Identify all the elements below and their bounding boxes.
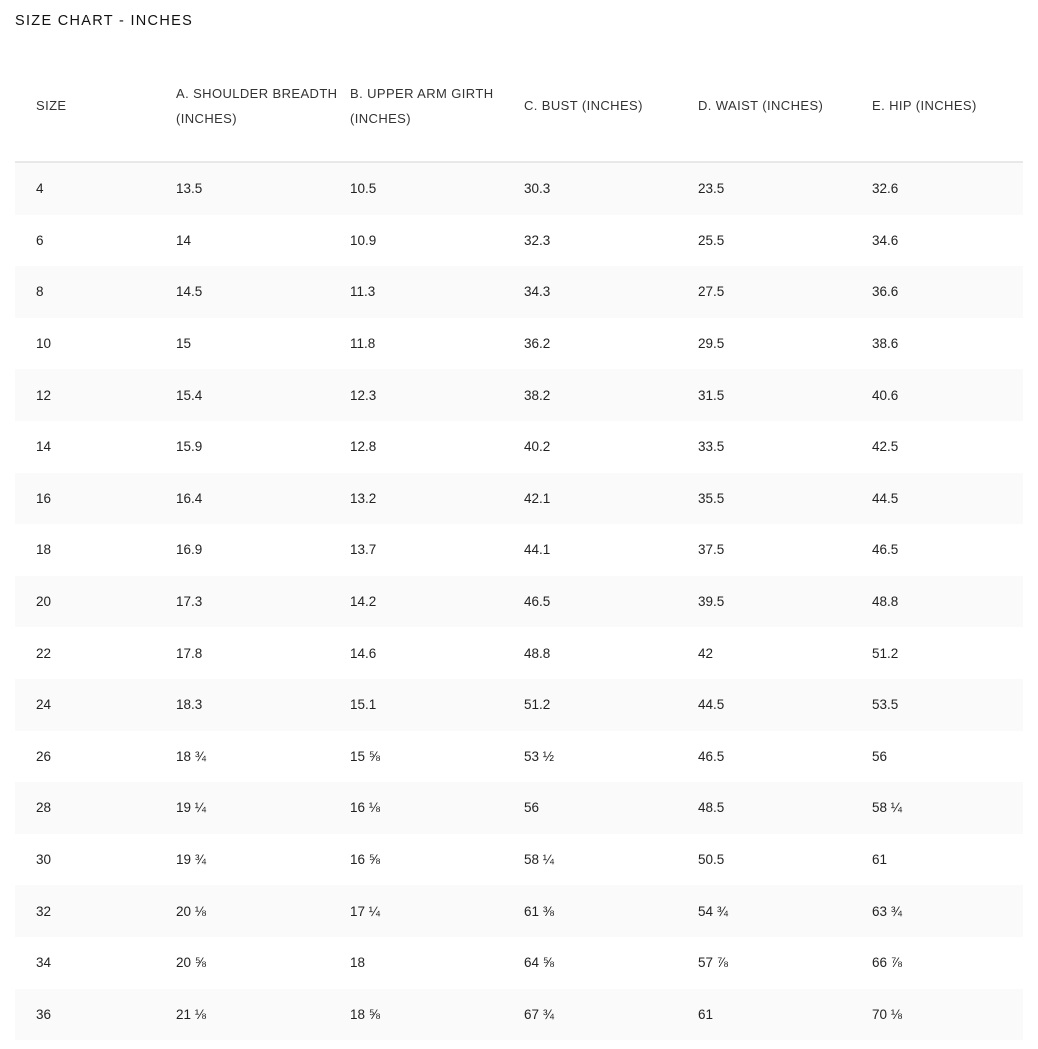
cell-waist: 48.5 xyxy=(698,782,872,834)
cell-bust: 44.1 xyxy=(524,524,698,576)
cell-hip: 63 ¾ xyxy=(872,885,1023,937)
table-row xyxy=(15,679,1023,731)
cell-upper-arm-girth: 14.6 xyxy=(350,627,524,679)
cell-size: 12 xyxy=(15,369,176,421)
table-row xyxy=(15,885,1023,937)
cell-shoulder-breadth: 15 xyxy=(176,318,350,370)
table-row xyxy=(15,937,1023,989)
cell-hip: 36.6 xyxy=(872,266,1023,318)
table-row xyxy=(15,318,1023,370)
header-upper-arm-girth: B. UPPER ARM GIRTH (INCHES) xyxy=(350,50,524,162)
cell-bust: 34.3 xyxy=(524,266,698,318)
cell-upper-arm-girth: 15.1 xyxy=(350,679,524,731)
page-title: SIZE CHART - INCHES xyxy=(15,13,194,29)
header-waist: D. WAIST (INCHES) xyxy=(698,50,872,162)
cell-size: 18 xyxy=(15,524,176,576)
cell-hip: 46.5 xyxy=(872,524,1023,576)
cell-bust: 53 ½ xyxy=(524,731,698,783)
cell-upper-arm-girth: 16 ⅝ xyxy=(350,834,524,886)
header-size: SIZE xyxy=(15,50,176,162)
cell-hip: 56 xyxy=(872,731,1023,783)
cell-waist: 54 ¾ xyxy=(698,885,872,937)
cell-size: 28 xyxy=(15,782,176,834)
header-hip: E. HIP (INCHES) xyxy=(872,50,1023,162)
cell-size: 10 xyxy=(15,318,176,370)
cell-waist: 31.5 xyxy=(698,369,872,421)
cell-upper-arm-girth: 13.2 xyxy=(350,473,524,525)
cell-waist: 37.5 xyxy=(698,524,872,576)
cell-waist: 29.5 xyxy=(698,318,872,370)
cell-bust: 42.1 xyxy=(524,473,698,525)
table-row xyxy=(15,369,1023,421)
cell-shoulder-breadth: 14 xyxy=(176,215,350,267)
cell-shoulder-breadth: 14.5 xyxy=(176,266,350,318)
size-chart-table xyxy=(15,50,1023,1040)
cell-waist: 42 xyxy=(698,627,872,679)
cell-bust: 48.8 xyxy=(524,627,698,679)
table-row xyxy=(15,627,1023,679)
cell-bust: 38.2 xyxy=(524,369,698,421)
cell-hip: 42.5 xyxy=(872,421,1023,473)
cell-shoulder-breadth: 16.4 xyxy=(176,473,350,525)
cell-shoulder-breadth: 18 ¾ xyxy=(176,731,350,783)
cell-shoulder-breadth: 16.9 xyxy=(176,524,350,576)
cell-hip: 44.5 xyxy=(872,473,1023,525)
cell-size: 22 xyxy=(15,627,176,679)
cell-hip: 34.6 xyxy=(872,215,1023,267)
cell-size: 34 xyxy=(15,937,176,989)
cell-shoulder-breadth: 21 ⅛ xyxy=(176,989,350,1041)
cell-hip: 70 ⅛ xyxy=(872,989,1023,1041)
cell-upper-arm-girth: 10.5 xyxy=(350,162,524,215)
cell-size: 24 xyxy=(15,679,176,731)
cell-size: 14 xyxy=(15,421,176,473)
cell-waist: 57 ⅞ xyxy=(698,937,872,989)
cell-upper-arm-girth: 11.8 xyxy=(350,318,524,370)
cell-waist: 61 xyxy=(698,989,872,1041)
cell-size: 4 xyxy=(15,162,176,215)
cell-hip: 51.2 xyxy=(872,627,1023,679)
cell-shoulder-breadth: 17.8 xyxy=(176,627,350,679)
cell-size: 6 xyxy=(15,215,176,267)
cell-upper-arm-girth: 18 ⅝ xyxy=(350,989,524,1041)
cell-shoulder-breadth: 19 ¼ xyxy=(176,782,350,834)
cell-size: 26 xyxy=(15,731,176,783)
cell-bust: 40.2 xyxy=(524,421,698,473)
table-row xyxy=(15,473,1023,525)
cell-waist: 23.5 xyxy=(698,162,872,215)
cell-hip: 32.6 xyxy=(872,162,1023,215)
cell-size: 32 xyxy=(15,885,176,937)
table-row xyxy=(15,524,1023,576)
cell-waist: 27.5 xyxy=(698,266,872,318)
cell-size: 30 xyxy=(15,834,176,886)
cell-bust: 30.3 xyxy=(524,162,698,215)
cell-bust: 61 ⅜ xyxy=(524,885,698,937)
cell-waist: 35.5 xyxy=(698,473,872,525)
table-row xyxy=(15,421,1023,473)
cell-upper-arm-girth: 15 ⅝ xyxy=(350,731,524,783)
cell-hip: 66 ⅞ xyxy=(872,937,1023,989)
cell-upper-arm-girth: 12.3 xyxy=(350,369,524,421)
cell-waist: 46.5 xyxy=(698,731,872,783)
cell-upper-arm-girth: 17 ¼ xyxy=(350,885,524,937)
cell-bust: 32.3 xyxy=(524,215,698,267)
table-row xyxy=(15,731,1023,783)
cell-waist: 33.5 xyxy=(698,421,872,473)
cell-hip: 40.6 xyxy=(872,369,1023,421)
cell-waist: 50.5 xyxy=(698,834,872,886)
cell-upper-arm-girth: 11.3 xyxy=(350,266,524,318)
cell-bust: 67 ¾ xyxy=(524,989,698,1041)
cell-hip: 53.5 xyxy=(872,679,1023,731)
cell-upper-arm-girth: 14.2 xyxy=(350,576,524,628)
header-row xyxy=(15,50,1023,162)
table-row xyxy=(15,162,1023,215)
cell-hip: 58 ¼ xyxy=(872,782,1023,834)
table-body xyxy=(15,162,1023,1040)
cell-size: 36 xyxy=(15,989,176,1041)
cell-size: 16 xyxy=(15,473,176,525)
cell-waist: 39.5 xyxy=(698,576,872,628)
cell-waist: 44.5 xyxy=(698,679,872,731)
cell-upper-arm-girth: 16 ⅛ xyxy=(350,782,524,834)
table-row xyxy=(15,989,1023,1041)
cell-shoulder-breadth: 15.4 xyxy=(176,369,350,421)
cell-waist: 25.5 xyxy=(698,215,872,267)
table-row xyxy=(15,266,1023,318)
cell-shoulder-breadth: 20 ⅝ xyxy=(176,937,350,989)
cell-bust: 51.2 xyxy=(524,679,698,731)
table-row xyxy=(15,215,1023,267)
cell-upper-arm-girth: 18 xyxy=(350,937,524,989)
cell-bust: 46.5 xyxy=(524,576,698,628)
cell-hip: 38.6 xyxy=(872,318,1023,370)
cell-size: 8 xyxy=(15,266,176,318)
cell-hip: 61 xyxy=(872,834,1023,886)
cell-hip: 48.8 xyxy=(872,576,1023,628)
cell-bust: 56 xyxy=(524,782,698,834)
table-row xyxy=(15,834,1023,886)
cell-upper-arm-girth: 10.9 xyxy=(350,215,524,267)
cell-bust: 64 ⅝ xyxy=(524,937,698,989)
header-bust: C. BUST (INCHES) xyxy=(524,50,698,162)
cell-shoulder-breadth: 13.5 xyxy=(176,162,350,215)
cell-size: 20 xyxy=(15,576,176,628)
cell-upper-arm-girth: 12.8 xyxy=(350,421,524,473)
table-row xyxy=(15,576,1023,628)
table-row xyxy=(15,782,1023,834)
cell-shoulder-breadth: 20 ⅛ xyxy=(176,885,350,937)
header-shoulder-breadth: A. SHOULDER BREADTH (INCHES) xyxy=(176,50,350,162)
cell-bust: 58 ¼ xyxy=(524,834,698,886)
cell-shoulder-breadth: 17.3 xyxy=(176,576,350,628)
cell-shoulder-breadth: 18.3 xyxy=(176,679,350,731)
cell-upper-arm-girth: 13.7 xyxy=(350,524,524,576)
cell-shoulder-breadth: 15.9 xyxy=(176,421,350,473)
cell-shoulder-breadth: 19 ¾ xyxy=(176,834,350,886)
cell-bust: 36.2 xyxy=(524,318,698,370)
